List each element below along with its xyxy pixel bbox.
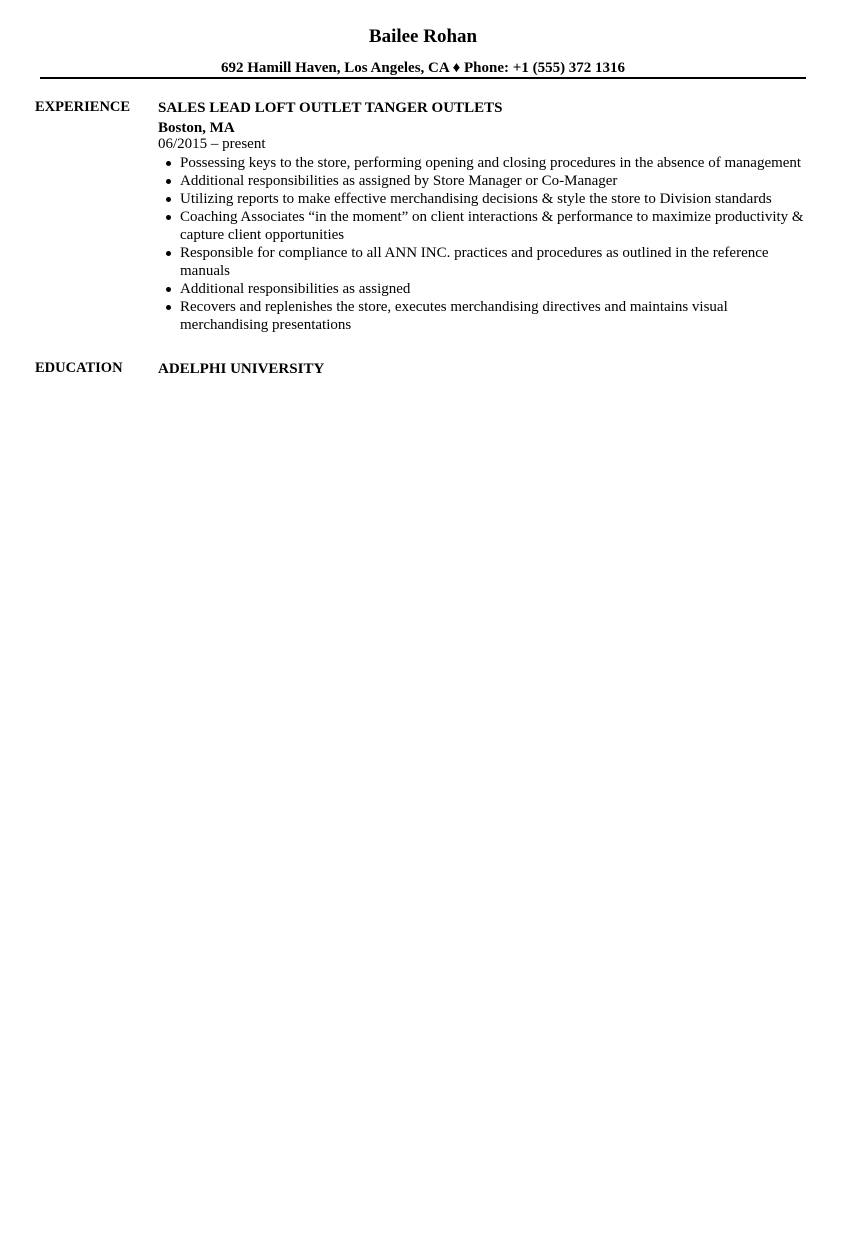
school-name: ADELPHI UNIVERSITY — [158, 361, 325, 377]
bullet-icon — [166, 287, 171, 292]
candidate-name: Bailee Rohan — [368, 26, 478, 47]
bullet-icon — [166, 305, 171, 310]
bullet-icon — [166, 161, 171, 166]
list-item-text: Possessing keys to the store, performing opening and closing procedures in the absence of management — [180, 155, 802, 171]
contact-line: 692 Hamill Haven, Los Angeles, CA ♦ Phone: +1 (555) 372 1316 — [220, 60, 626, 76]
list-item-text: Coaching Associates “in the moment” on client interactions & performance to maximize productivity & capture client opportunities — [180, 209, 804, 243]
list-item — [158, 190, 813, 208]
list-item — [158, 280, 813, 298]
list-item — [158, 208, 813, 244]
list-item-text: Additional responsibilities as assigned by Store Manager or Co-Manager — [180, 173, 618, 189]
responsibility-list — [158, 154, 813, 334]
education-section-label: EDUCATION — [35, 360, 123, 376]
experience-section — [158, 99, 813, 334]
list-item-text: Recovers and replenishes the store, executes merchandising directives and maintains visual merchandising presentations — [180, 299, 728, 333]
job-title: SALES LEAD LOFT OUTLET TANGER OUTLETS — [158, 100, 503, 116]
list-item-text: Responsible for compliance to all ANN INC. practices and procedures as outlined in the reference manuals — [180, 245, 769, 279]
bullet-icon — [166, 197, 171, 202]
list-item-text: Additional responsibilities as assigned — [180, 281, 411, 297]
education-section — [158, 360, 813, 378]
list-item — [158, 298, 813, 334]
list-item-text: Utilizing reports to make effective merchandising decisions & style the store to Division standards — [180, 191, 772, 207]
list-item — [158, 244, 813, 280]
experience-section-label: EXPERIENCE — [35, 99, 131, 115]
list-item — [158, 172, 813, 190]
bullet-icon — [166, 251, 171, 256]
list-item — [158, 154, 813, 172]
bullet-icon — [166, 215, 171, 220]
header-divider — [40, 77, 806, 79]
job-location: Boston, MA — [158, 120, 235, 136]
bullet-icon — [166, 179, 171, 184]
job-dates: 06/2015 – present — [158, 136, 266, 152]
